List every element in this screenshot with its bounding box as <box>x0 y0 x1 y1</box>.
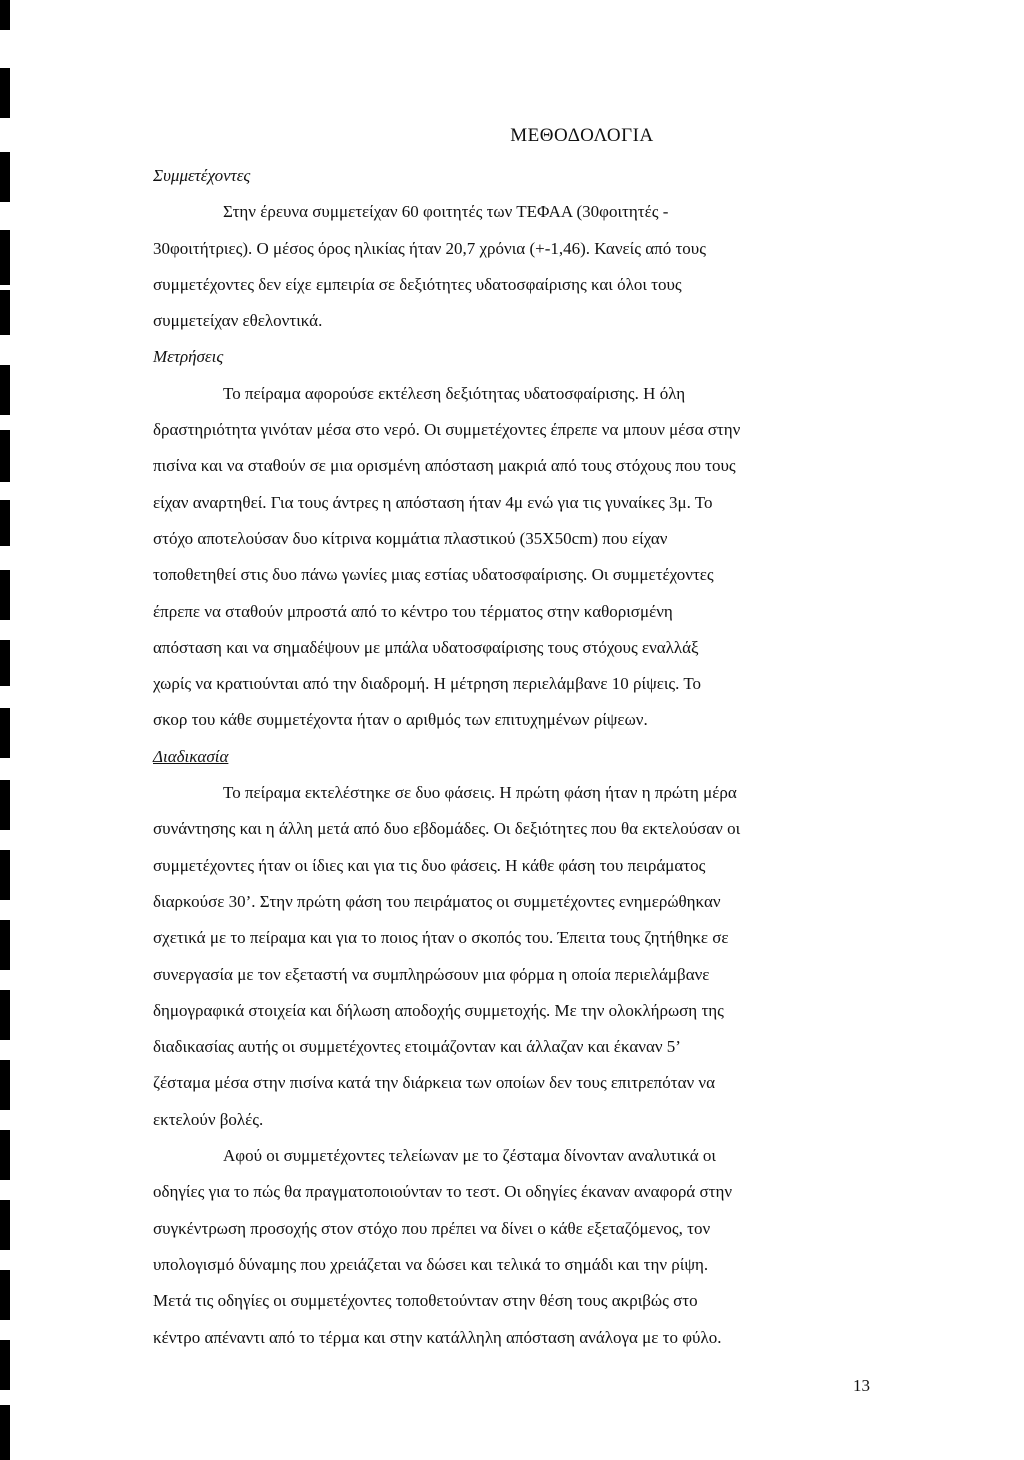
page-heading: ΜΕΘΟΔΟΛΟΓΙΑ <box>510 125 654 146</box>
text-line: στόχο αποτελούσαν δυο κίτρινα κομμάτια πλαστικού (35Χ50cm) που είχαν <box>153 528 668 548</box>
text-line: Το πείραμα αφορούσε εκτέλεση δεξιότητας υδατοσφαίρισης. Η όλη <box>223 383 686 403</box>
section-title-measurements: Μετρήσεις <box>153 347 224 367</box>
text-line: υπολογισμό δύναμης που χρειάζεται να δώσει και τελικά το σημάδι και την ρίψη. <box>153 1254 709 1274</box>
text-line: διαδικασίας αυτής οι συμμετέχοντες ετοιμάζονταν και άλλαζαν και έκαναν 5’ <box>153 1037 681 1057</box>
text-line: Στην έρευνα συμμετείχαν 60 φοιτητές των ΤΕΦΑΑ (30φοιτητές - <box>223 202 669 222</box>
text-line: σχετικά με το πείραμα και για το ποιος ήταν ο σκοπός του. Έπειτα τους ζητήθηκε σε <box>153 928 729 948</box>
text-line: συμμετέχοντες ήταν οι ίδιες και για τις δυο φάσεις. Η κάθε φάση του πειράματος <box>153 855 706 875</box>
text-line: δημογραφικά στοιχεία και δήλωση αποδοχής συμμετοχής. Με την ολοκλήρωση της <box>153 1000 724 1020</box>
text-line: συμμετείχαν εθελοντικά. <box>153 311 323 331</box>
text-line: πισίνα και να σταθούν σε μια ορισμένη απόσταση μακριά από τους στόχους που τους <box>153 456 736 476</box>
text-line: απόσταση και να σημαδέψουν με μπάλα υδατοσφαίρισης τους στόχους εναλλάξ <box>153 637 699 657</box>
text-line: εκτελούν βολές. <box>153 1109 264 1129</box>
scan-binding-marks <box>0 0 28 1460</box>
section-title-procedure: Διαδικασία <box>153 746 229 766</box>
text-line: οδηγίες για το πώς θα πραγματοποιούνταν το τεστ. Οι οδηγίες έκαναν αναφορά στην <box>153 1182 733 1202</box>
text-line: 30φοιτήτριες). Ο μέσος όρος ηλικίας ήταν 20,7 χρόνια (+-1,46). Κανείς από τους <box>153 238 706 258</box>
text-line: συνάντησης και η άλλη μετά από δυο εβδομάδες. Οι δεξιότητες που θα εκτελούσαν οι <box>153 819 741 839</box>
text-line: σκορ του κάθε συμμετέχοντα ήταν ο αριθμός των επιτυχημένων ρίψεων. <box>153 710 648 730</box>
text-line: συμμετέχοντες δεν είχε εμπειρία σε δεξιότητες υδατοσφαίρισης και όλοι τους <box>153 274 682 294</box>
page-number: 13 <box>853 1376 870 1395</box>
text-line: Αφού οι συμμετέχοντες τελείωναν με το ζέσταμα δίνονταν αναλυτικά οι <box>223 1146 716 1166</box>
text-line: κέντρο απέναντι από το τέρμα και στην κατάλληλη απόσταση ανάλογα με το φύλο. <box>153 1327 722 1347</box>
text-line: διαρκούσε 30’. Στην πρώτη φάση του πειράματος οι συμμετέχοντες ενημερώθηκαν <box>153 891 721 911</box>
text-line: συνεργασία με τον εξεταστή να συμπληρώσουν μια φόρμα η οποία περιελάμβανε <box>153 964 710 984</box>
text-line: δραστηριότητα γινόταν μέσα στο νερό. Οι συμμετέχοντες έπρεπε να μπουν μέσα στην <box>153 420 741 440</box>
text-line: Μετά τις οδηγίες οι συμμετέχοντες τοποθετούνταν στην θέση τους ακριβώς στο <box>153 1291 698 1311</box>
text-line: έπρεπε να σταθούν μπροστά από το κέντρο του τέρματος στην καθορισμένη <box>153 601 673 621</box>
text-line: χωρίς να κρατιούνται από την διαδρομή. Η μέτρηση περιελάμβανε 10 ρίψεις. Το <box>153 674 702 694</box>
text-line: ζέσταμα μέσα στην πισίνα κατά την διάρκεια των οποίων δεν τους επιτρεπόταν να <box>153 1073 716 1093</box>
page-text <box>153 158 883 1356</box>
text-line: συγκέντρωση προσοχής στον στόχο που πρέπει να δίνει ο κάθε εξεταζόμενος, τον <box>153 1218 711 1238</box>
text-line: είχαν αναρτηθεί. Για τους άντρες η απόσταση ήταν 4μ ενώ για τις γυναίκες 3μ. Το <box>153 492 713 512</box>
section-title-participants: Συμμετέχοντες <box>153 166 251 185</box>
text-line: τοποθετηθεί στις δυο πάνω γωνίες μιας εστίας υδατοσφαίρισης. Οι συμμετέχοντες <box>153 565 714 585</box>
text-line: Το πείραμα εκτελέστηκε σε δυο φάσεις. Η πρώτη φάση ήταν η πρώτη μέρα <box>223 783 737 803</box>
